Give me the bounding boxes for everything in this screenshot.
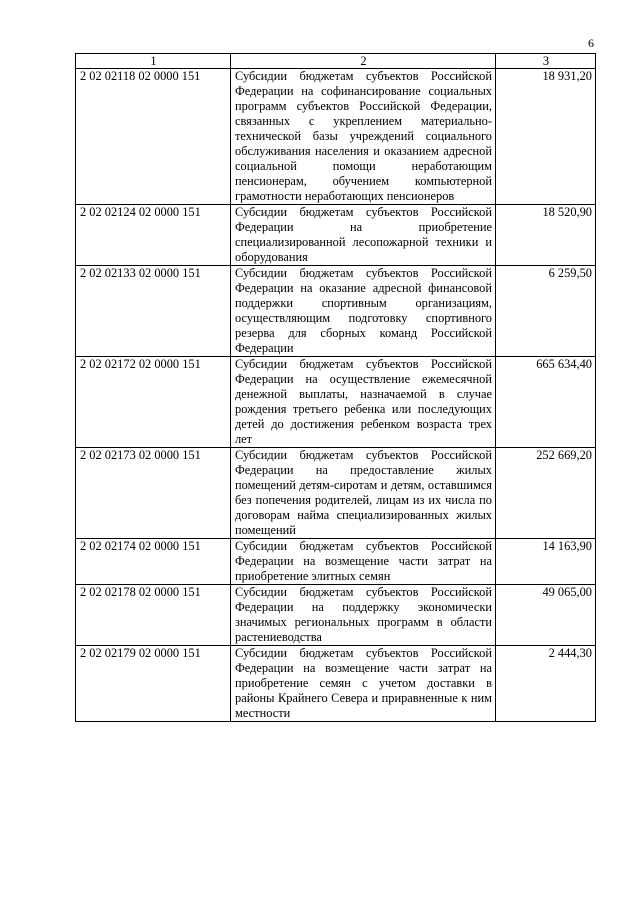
amount-cell: 18 520,90 <box>496 205 596 266</box>
column-header-2: 2 <box>231 54 496 69</box>
budget-code-cell: 2 02 02179 02 0000 151 <box>76 646 231 722</box>
budget-code-cell: 2 02 02172 02 0000 151 <box>76 357 231 448</box>
description-cell: Субсидии бюджетам субъектов Российской Федерации на осуществление ежемесячной денежной выплаты, назначаемой в случае рождения третьего ребенка или последующих детей до достижения ребенком возраста трех лет <box>231 357 496 448</box>
table-row <box>76 357 596 448</box>
table-header-row <box>76 54 596 69</box>
description-cell: Субсидии бюджетам субъектов Российской Федерации на софинансирование социальных программ субъектов Российской Федерации, связанных с укреплением материально-технической базы учреждений социального обслуживания населения и оказанием адресной социальной помощи неработающим пенсионерам, обучением компьютерной грамотности неработающих пенсионеров <box>231 69 496 205</box>
budget-code-cell: 2 02 02118 02 0000 151 <box>76 69 231 205</box>
budget-code-cell: 2 02 02174 02 0000 151 <box>76 539 231 585</box>
table-row <box>76 646 596 722</box>
description-cell: Субсидии бюджетам субъектов Российской Федерации на предоставление жилых помещений детям-сиротам и детям, оставшимся без попечения родителей, лицам из их числа по договорам найма специализированных жилых помещений <box>231 448 496 539</box>
amount-cell: 18 931,20 <box>496 69 596 205</box>
amount-cell: 49 065,00 <box>496 585 596 646</box>
table-row <box>76 585 596 646</box>
budget-code-cell: 2 02 02124 02 0000 151 <box>76 205 231 266</box>
amount-cell: 665 634,40 <box>496 357 596 448</box>
page-number: 6 <box>588 36 594 50</box>
table-row <box>76 266 596 357</box>
amount-cell: 14 163,90 <box>496 539 596 585</box>
description-cell: Субсидии бюджетам субъектов Российской Федерации на возмещение части затрат на приобретение семян с учетом доставки в районы Крайнего Севера и приравненные к ним местности <box>231 646 496 722</box>
table-row <box>76 69 596 205</box>
budget-table <box>75 53 596 722</box>
description-cell: Субсидии бюджетам субъектов Российской Федерации на возмещение части затрат на приобретение элитных семян <box>231 539 496 585</box>
budget-code-cell: 2 02 02178 02 0000 151 <box>76 585 231 646</box>
table-row <box>76 539 596 585</box>
table-row <box>76 205 596 266</box>
amount-cell: 2 444,30 <box>496 646 596 722</box>
column-header-1: 1 <box>76 54 231 69</box>
column-header-3: 3 <box>496 54 596 69</box>
budget-code-cell: 2 02 02173 02 0000 151 <box>76 448 231 539</box>
amount-cell: 252 669,20 <box>496 448 596 539</box>
amount-cell: 6 259,50 <box>496 266 596 357</box>
description-cell: Субсидии бюджетам субъектов Российской Федерации на приобретение специализированной лесопожарной техники и оборудования <box>231 205 496 266</box>
description-cell: Субсидии бюджетам субъектов Российской Федерации на оказание адресной финансовой поддержки спортивным организациям, осуществляющим подготовку спортивного резерва для сборных команд Российской Федерации <box>231 266 496 357</box>
table-row <box>76 448 596 539</box>
description-cell: Субсидии бюджетам субъектов Российской Федерации на поддержку экономически значимых региональных программ в области растениеводства <box>231 585 496 646</box>
budget-code-cell: 2 02 02133 02 0000 151 <box>76 266 231 357</box>
